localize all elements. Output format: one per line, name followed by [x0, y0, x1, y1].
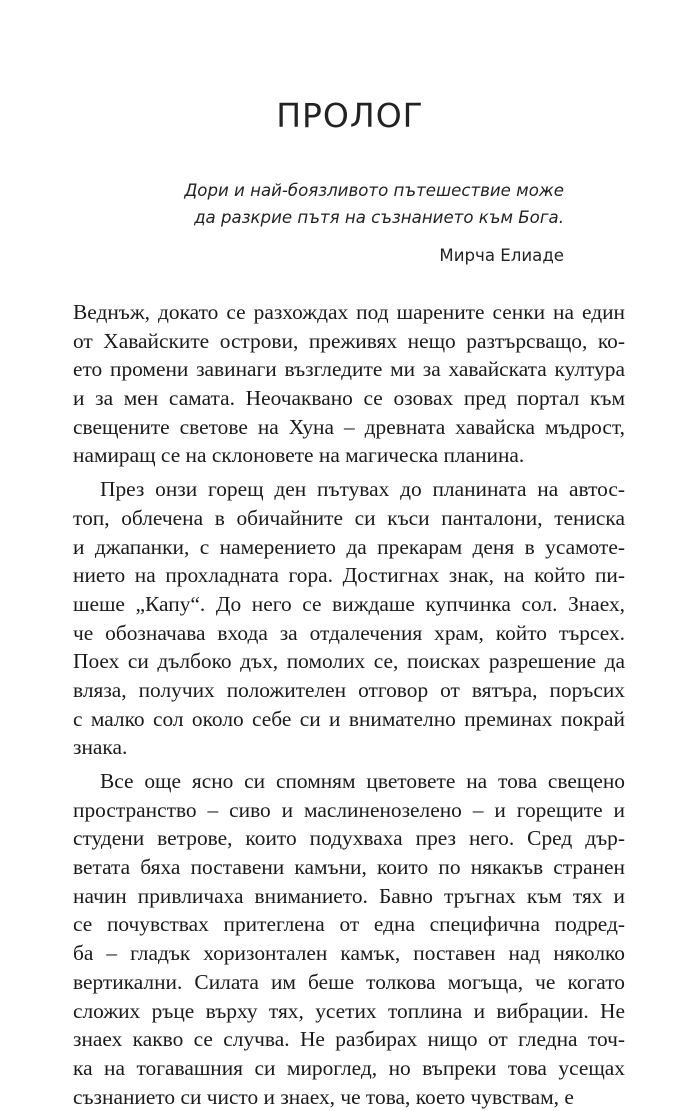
text-line: ба – гладък хоризонтален камък, поставен над няколко [73, 941, 625, 966]
epigraph-quote-line: да разкрие пътя на съзнанието към Бога. [194, 208, 564, 227]
paragraph [73, 475, 625, 762]
text-line: През онзи горещ ден пътувах до планината на автос- [100, 477, 625, 502]
text-line: пространство – сиво и маслиненозелено – и горещите и [73, 797, 625, 822]
text-line: Поех си дълбоко дъх, помолих се, поисках разрешение да [73, 649, 625, 674]
paragraph [73, 298, 625, 470]
text-line: ето промени завинаги възгледите ми за хавайската култура [73, 357, 625, 382]
text-line: шеше „Капу“. До него се виждаше купчинка сол. Знаех, [73, 591, 625, 616]
text-line: се почувствах притеглена от една специфична подред- [73, 912, 625, 937]
text-line: нието на прохладната гора. Достигнах знак, на който пи- [73, 563, 625, 588]
text-line: ка на тогавашния си мироглед, но въпреки това усещах [73, 1055, 625, 1080]
text-line: съзнанието си чисто и знаех, че това, което чувствам, е [73, 1084, 574, 1109]
epigraph-author: Мирча Елиаде [439, 246, 564, 265]
text-line: топ, облечена в обичайните си къси панталони, тениска [73, 505, 625, 530]
paragraph [73, 767, 625, 1111]
text-line: намиращ се на склоновете на магическа планина. [73, 443, 525, 468]
text-line: с малко сол около себе си и внимателно преминах покрай [73, 706, 625, 731]
text-line: Все още ясно си спомням цветовете на това свещено [100, 769, 625, 793]
text-line: и джапанки, с намерението да прекарам деня в усамоте- [73, 534, 625, 559]
epigraph-quote-line: Дори и най-боязливото пътешествие може [184, 181, 564, 200]
epigraph [180, 177, 564, 269]
text-line: и за мен самата. Неочаквано се озовах пред портал към [73, 386, 625, 411]
text-line: Веднъж, докато се разхождах под шарените сенки на един [73, 300, 625, 324]
text-line: знака. [73, 735, 128, 760]
text-line: от Хавайските острови, преживях нещо разтърсващо, ко- [73, 328, 625, 353]
text-line: начин привличаха вниманието. Бавно тръгнах към тях и [73, 883, 625, 908]
chapter-title: ПРОЛОГ [276, 96, 424, 135]
text-line: свещените светове на Хуна – древната хавайска мъдрост, [73, 414, 625, 439]
body-text [73, 298, 625, 1111]
text-line: студени ветрове, които подухваха през него. Сред дър- [73, 826, 625, 851]
text-line: сложих ръце върху тях, усетих топлина и вибрации. Не [73, 998, 625, 1023]
text-line: че обозначава входа за отдалечения храм, който търсех. [73, 620, 625, 645]
text-line: ветата бяха поставени камъни, които по някакъв странен [73, 855, 625, 880]
text-line: знаех какво се случва. Не разбирах нищо от гледна точ- [73, 1027, 625, 1052]
text-line: вертикални. Силата им беше толкова могъща, че когато [73, 969, 625, 994]
text-line: вляза, получих положителен отговор от вятъра, поръсих [73, 677, 625, 702]
